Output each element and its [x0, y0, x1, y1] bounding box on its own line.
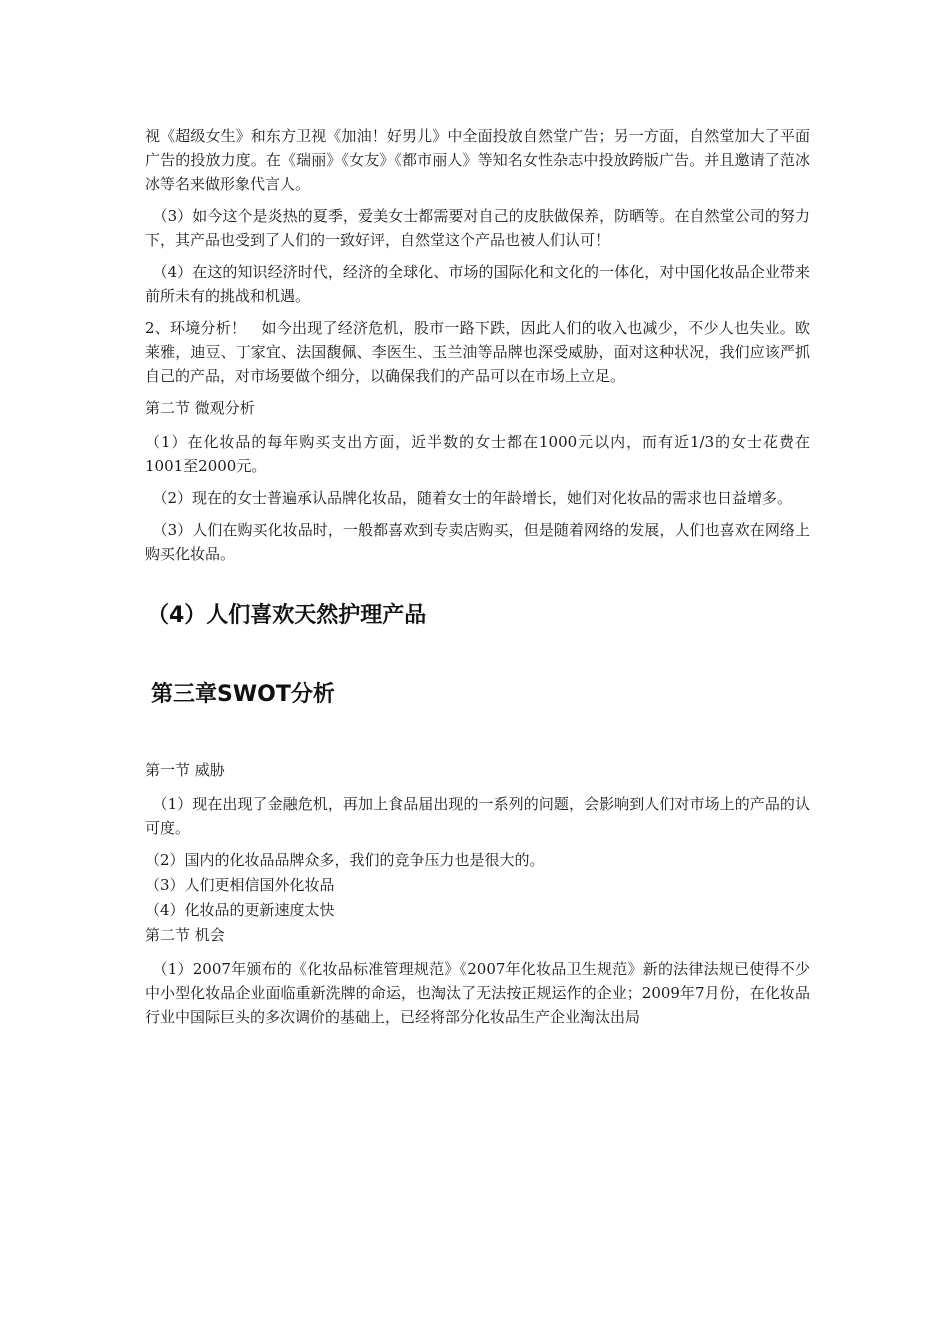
- paragraph-foreign-preference: （3）人们更相信国外化妆品: [145, 876, 335, 894]
- paragraph-regulations: （1）2007年颁布的《化妆品标准管理规范》《2007年化妆品卫生规范》新的法律法规已使得不少中小型化妆品企业面临重新洗牌的命运，也淘汰了无法按正规运作的企业；2009年7月份，在化妆品行业中国际巨头的多次调价的基础上，已经将部分化妆品生产企业淘汰出局: [145, 960, 810, 1026]
- paragraph-financial-crisis: （1）现在出现了金融危机，再加上食品届出现的一系列的问题，会影响到人们对市场上的产品的认可度。: [145, 795, 810, 837]
- paragraph-advertising: 视《超级女生》和东方卫视《加油！好男儿》中全面投放自然堂广告；另一方面，自然堂加大了平面广告的投放力度。在《瑞丽》《女友》《都市丽人》等知名女性杂志中投放跨版广告。并且邀请了范冰冰等名来做形象代言人。: [145, 127, 810, 193]
- section-heading-micro-analysis: 第二节 微观分析: [145, 399, 255, 417]
- paragraph-update-speed: （4）化妆品的更新速度太快: [145, 901, 335, 919]
- paragraph-competition: （2）国内的化妆品品牌众多，我们的竞争压力也是很大的。: [145, 851, 545, 869]
- paragraph-purchase-channel: （3）人们在购买化妆品时，一般都喜欢到专卖店购买，但是随着网络的发展，人们也喜欢在网络上购买化妆品。: [145, 521, 810, 563]
- section-heading-threats: 第一节 威胁: [145, 761, 225, 779]
- chapter-heading-swot: 第三章SWOT分析: [151, 682, 335, 707]
- document-page: [145, 124, 810, 1029]
- paragraph-knowledge-economy: （4）在这的知识经济时代，经济的全球化、市场的国际化和文化的一体化，对中国化妆品企业带来前所未有的挑战和机遇。: [145, 263, 810, 305]
- paragraph-environment-analysis: 2、环境分析！ 如今出现了经济危机，股市一路下跌，因此人们的收入也减少，不少人也失业。欧莱雅，迪豆、丁家宜、法国馥佩、李医生、玉兰油等品牌也深受威胁，面对这种状况，我们应该严抓自己的产品，对市场要做个细分，以确保我们的产品可以在市场上立足。: [145, 319, 810, 385]
- paragraph-brand-recognition: （2）现在的女士普遍承认品牌化妆品，随着女士的年龄增长，她们对化妆品的需求也日益增多。: [152, 489, 793, 507]
- sub-heading-natural-products: （4）人们喜欢天然护理产品: [147, 603, 427, 628]
- section-heading-opportunities: 第二节 机会: [145, 926, 225, 944]
- paragraph-spending: （1）在化妆品的每年购买支出方面，近半数的女士都在1000元以内，而有近1/3的女士花费在1001至2000元。: [145, 433, 810, 475]
- paragraph-summer-skincare: （3）如今这个是炎热的夏季，爱美女士都需要对自己的皮肤做保养，防晒等。在自然堂公司的努力下，其产品也受到了人们的一致好评，自然堂这个产品也被人们认可！: [145, 207, 810, 249]
